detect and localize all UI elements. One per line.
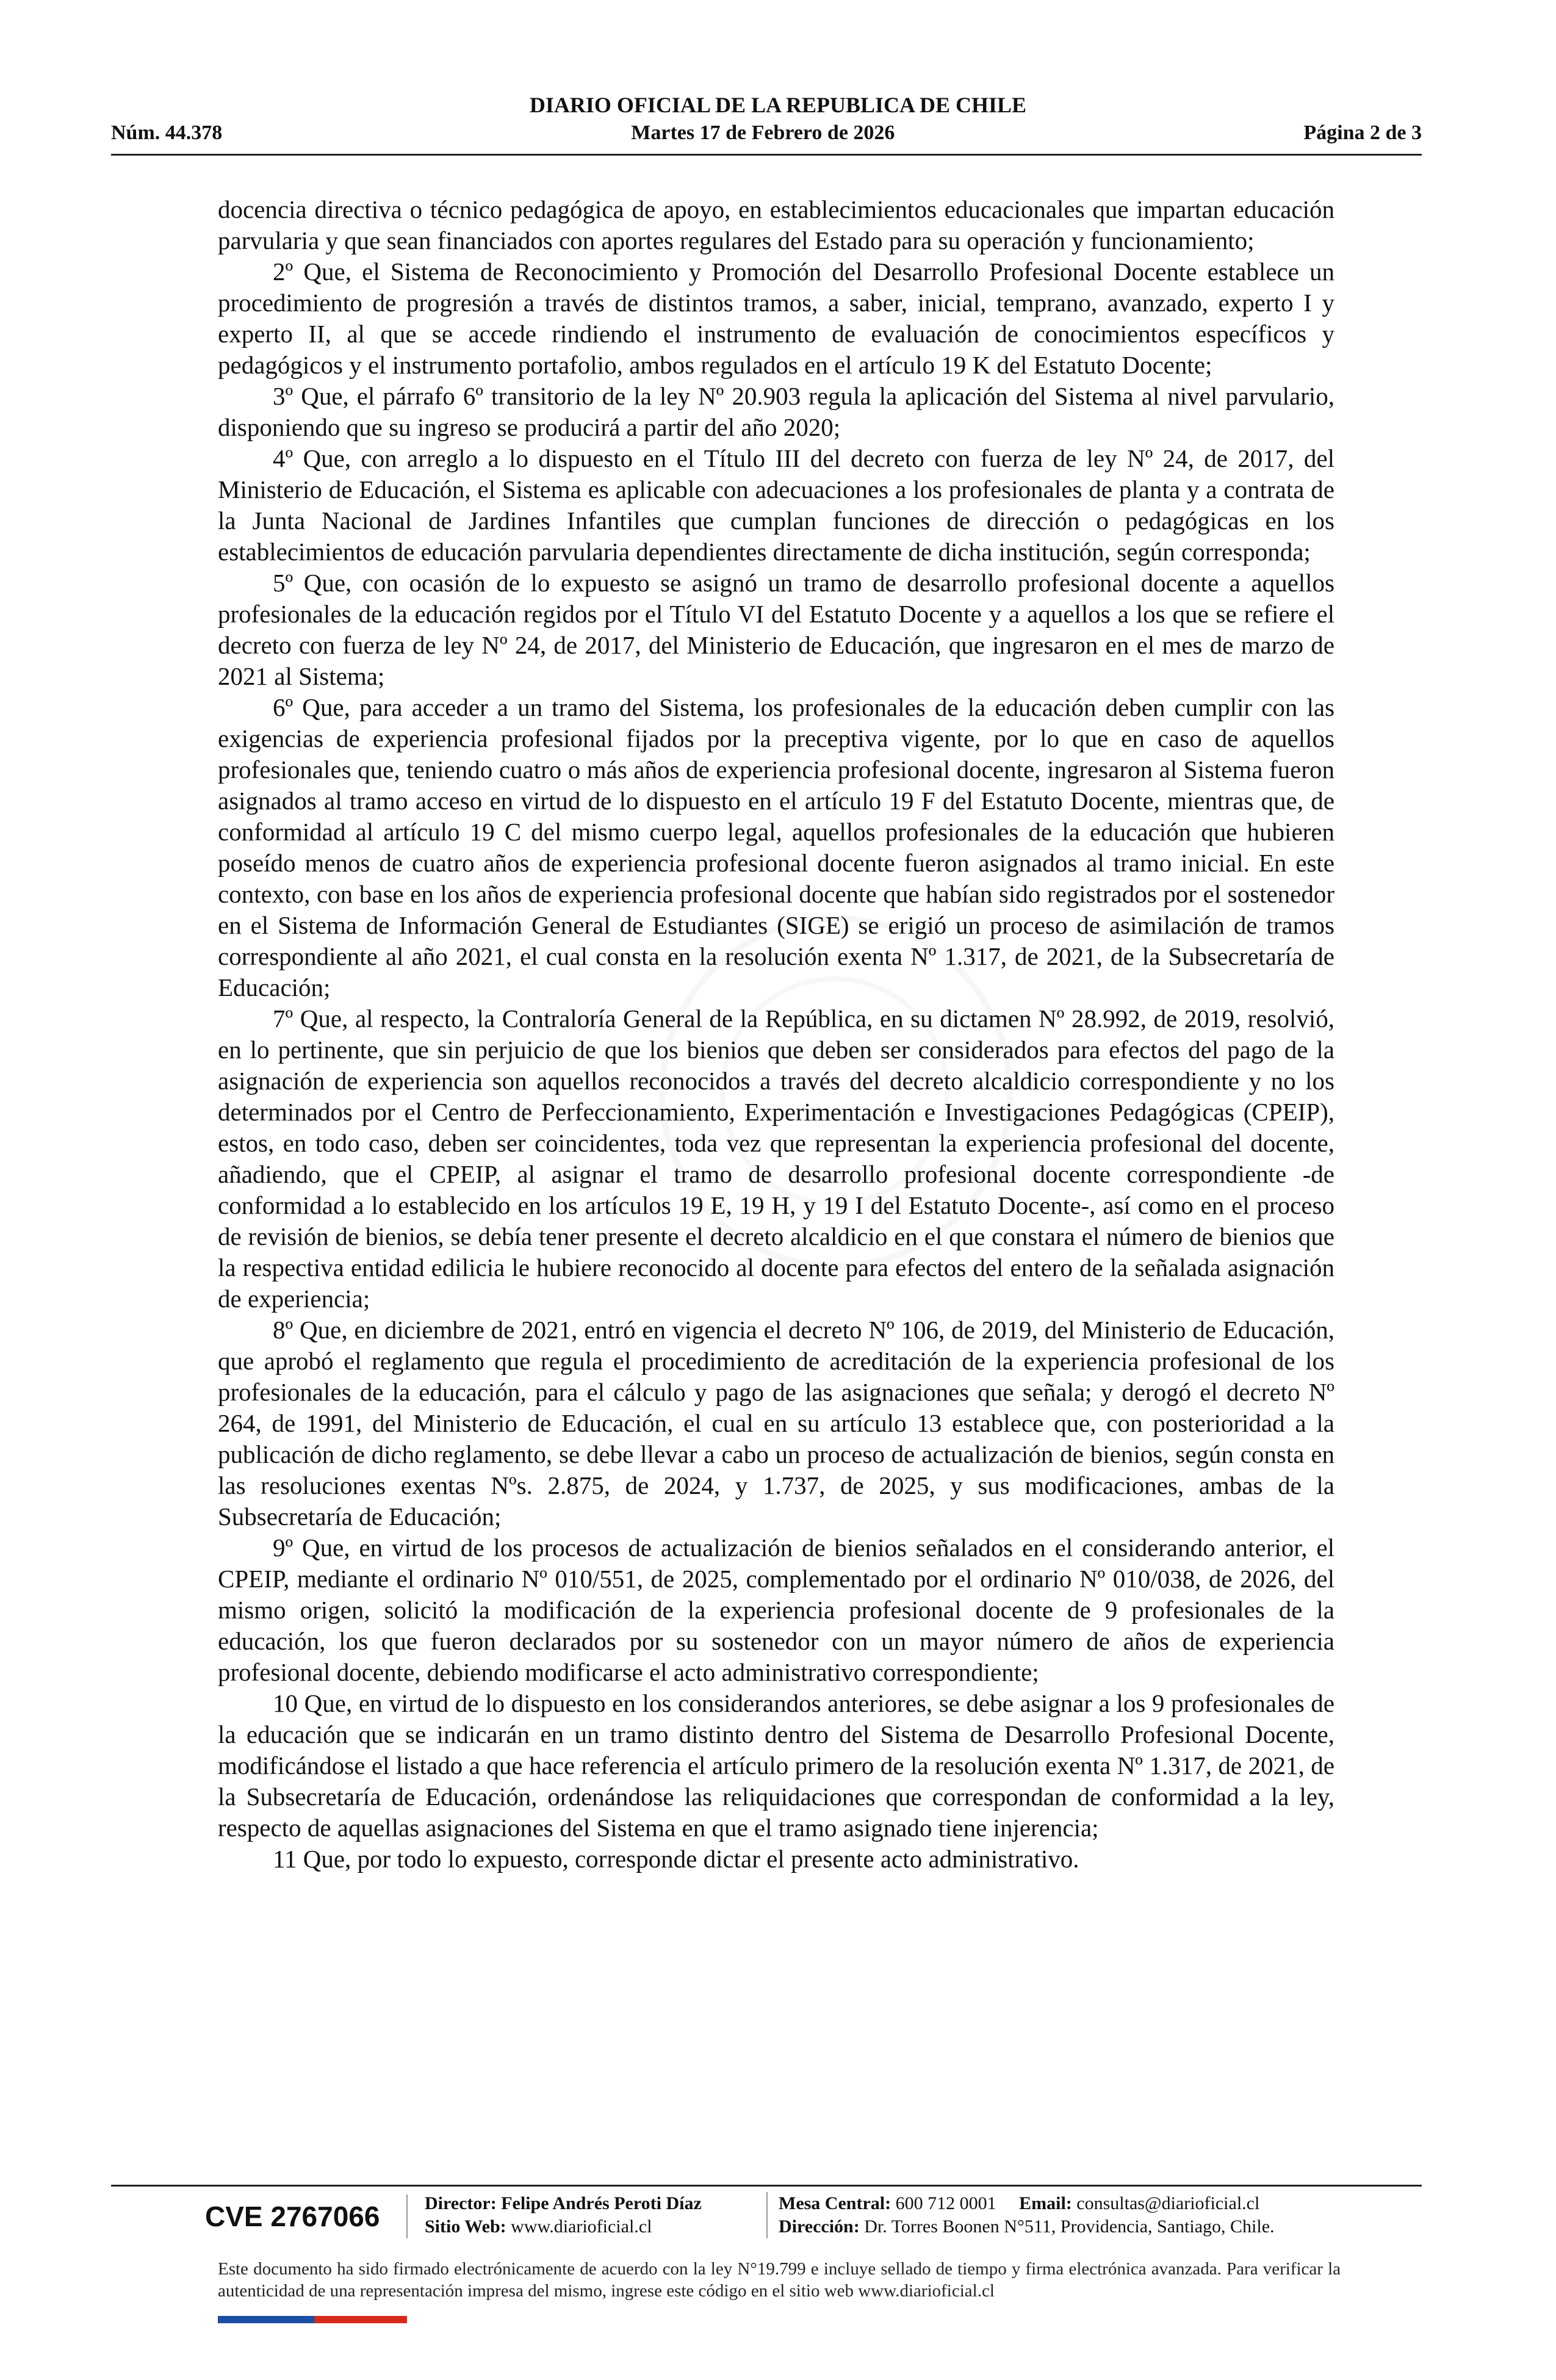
flag-stripe-red xyxy=(314,2316,407,2323)
document-body xyxy=(218,194,1334,1875)
paragraph: 9º Que, en virtud de los procesos de actualización de bienios señalados en el considerando anterior, el CPEIP, mediante el ordinario Nº 010/551, de 2025, complementado por el ordinario Nº 010/038, de 2026, del mismo origen, solicitó la modificación de la experiencia profesional docente de 9 profesionales de la educación, los que fueron declarados por su sostenedor con un mayor número de años de experiencia profesional docente, debiendo modificarse el acto administrativo correspondiente; xyxy=(218,1534,1334,1686)
contact-line xyxy=(779,2192,1377,2215)
address-text: Dr. Torres Boonen N°511, Providencia, Santiago, Chile. xyxy=(864,2216,1275,2237)
header-row xyxy=(111,120,1422,146)
paragraph: 11 Que, por todo lo expuesto, corresponde dictar el presente acto administrativo. xyxy=(273,1845,1079,1873)
issue-number: Núm. 44.378 xyxy=(111,121,223,144)
paragraph: 10 Que, en virtud de lo dispuesto en los considerandos anteriores, se debe asignar a los 9 profesionales de la educación que se indicarán en un tramo distinto dentro del Sistema de Desarrollo Profesional Docente, modificándose el listado a que hace referencia el artículo primero de la resolución exenta Nº 1.317, de 2021, de la Subsecretaría de Educación, ordenándose las reliquidaciones que correspondan de conformidad a la ley, respecto de aquellas asignaciones del Sistema en que el tramo asignado tiene injerencia; xyxy=(218,1689,1334,1842)
site-label: Sitio Web: xyxy=(425,2216,506,2237)
footer-director-block xyxy=(425,2192,768,2238)
site-link[interactable]: www.diarioficial.cl xyxy=(511,2216,652,2237)
paragraph: 6º Que, para acceder a un tramo del Sistema, los profesionales de la educación deben cumplir con las exigencias de experiencia profesional fijados por la preceptiva vigente, por lo que en caso de aquellos profesionales que, teniendo cuatro o más años de experiencia profesional docente, ingresaron al Sistema fueron asignados al tramo acceso en virtud de lo dispuesto en el artículo 19 F del Estatuto Docente, mientras que, de conformidad al artículo 19 C del mismo cuerpo legal, aquellos profesionales de la educación que hubieren poseído menos de cuatro años de experiencia profesional docente fueron asignados al tramo inicial. En este contexto, con base en los años de experiencia profesional docente que habían sido registrados por el sostenedor en el Sistema de Información General de Estudiantes (SIGE) se erigió un proceso de asimilación de tramos correspondiente al año 2021, el cual consta en la resolución exenta Nº 1.317, de 2021, de la Subsecretaría de Educación; xyxy=(218,693,1334,1001)
mesa-label: Mesa Central: xyxy=(779,2193,891,2213)
director-label: Director: xyxy=(425,2193,497,2213)
mesa-phone: 600 712 0001 xyxy=(895,2193,996,2213)
paragraph: 8º Que, en diciembre de 2021, entró en vigencia el decreto Nº 106, de 2019, del Ministerio de Educación, que aprobó el reglamento que regula el procedimiento de acreditación de la experiencia profesional de los profesionales de la educación, para el cálculo y pago de las asignaciones que señala; y derogó el decreto Nº 264, de 1991, del Ministerio de Educación, el cual en su artículo 13 establece que, con posterioridad a la publicación de dicho reglamento, se debe llevar a cabo un proceso de actualización de bienios, según consta en las resoluciones exentas Nºs. 2.875, de 2024, y 1.737, de 2025, y sus modificaciones, ambas de la Subsecretaría de Educación; xyxy=(218,1316,1334,1531)
paragraph: 2º Que, el Sistema de Reconocimiento y Promoción del Desarrollo Profesional Docente establece un procedimiento de progresión a través de distintos tramos, a saber, inicial, temprano, avanzado, experto I y experto II, al que se accede rindiendo el instrumento de evaluación de conocimientos específicos y pedagógicos y el instrumento portafolio, ambos regulados en el artículo 19 K del Estatuto Docente; xyxy=(218,258,1334,379)
paragraph: 5º Que, con ocasión de lo expuesto se asignó un tramo de desarrollo profesional docente a aquellos profesionales de la educación regidos por el Título VI del Estatuto Docente y a aquellos a los que se refiere el decreto con fuerza de ley Nº 24, de 2017, del Ministerio de Educación, que ingresaron en el mes de marzo de 2021 al Sistema; xyxy=(218,569,1334,690)
director-line xyxy=(425,2192,766,2215)
address-line xyxy=(779,2215,1377,2238)
issue-date: Martes 17 de Febrero de 2026 xyxy=(631,121,895,144)
site-line xyxy=(425,2215,766,2238)
director-name: Felipe Andrés Peroti Díaz xyxy=(501,2193,702,2213)
header-divider xyxy=(111,154,1422,156)
email-link[interactable]: consultas@diarioficial.cl xyxy=(1076,2193,1260,2213)
address-label: Dirección: xyxy=(779,2216,860,2237)
paragraph: 7º Que, al respecto, la Contraloría General de la República, en su dictamen Nº 28.992, de 2019, resolvió, en lo pertinente, que sin perjuicio de que los bienios que deben ser considerados para efectos del pago de la asignación de experiencia son aquellos reconocidos a través del decreto alcaldicio correspondiente y no los determinados por el Centro de Perfeccionamiento, Experimentación e Investigaciones Pedagógicas (CPEIP), estos, en todo caso, deben ser coincidentes, toda vez que representan la experiencia profesional del docente, añadiendo, que el CPEIP, al asignar el tramo de desarrollo profesional docente correspondiente -de conformidad a lo establecido en los artículos 19 E, 19 H, y 19 I del Estatuto Docente-, así como en el proceso de revisión de bienios, se debía tener presente el decreto alcaldicio en el que constara el número de bienios que la respectiva entidad edilicia le hubiere reconocido al docente para efectos del entero de la señalada asignación de experiencia; xyxy=(218,1004,1334,1313)
cve-code: CVE 2767066 xyxy=(205,2194,408,2238)
paragraph: docencia directiva o técnico pedagógica de apoyo, en establecimientos educacionales que impartan educación parvularia y que sean financiados con aportes regulares del Estado para su operación y funcionamiento; xyxy=(218,195,1334,254)
email-label: Email: xyxy=(1019,2193,1072,2213)
paragraph: 3º Que, el párrafo 6º transitorio de la ley Nº 20.903 regula la aplicación del Sistema al nivel parvulario, disponiendo que su ingreso se producirá a partir del año 2020; xyxy=(218,382,1334,441)
paragraph: 4º Que, con arreglo a lo dispuesto en el Título III del decreto con fuerza de ley Nº 24, de 2017, del Ministerio de Educación, el Sistema es aplicable con adecuaciones a los profesionales de planta y a contrata de la Junta Nacional de Jardines Infantiles que cumplan funciones de dirección o pedagógicas en los establecimientos de educación parvularia dependientes directamente de dicha institución, según corresponda; xyxy=(218,444,1334,566)
page-number: Página 2 de 3 xyxy=(1303,121,1422,144)
legal-notice: Este documento ha sido firmado electrónicamente de acuerdo con la ley N°19.799 e incluye sellado de tiempo y firma electrónica avanzada. Para verificar la autenticidad de una representación impresa del mismo, ingrese este código en el sitio web www.diarioficial.cl xyxy=(218,2259,1341,2301)
newspaper-title: DIARIO OFICIAL DE LA REPUBLICA DE CHILE xyxy=(529,93,1027,117)
footer-divider xyxy=(111,2185,1422,2187)
flag-stripe-blue xyxy=(218,2316,314,2323)
footer-contact-block xyxy=(779,2192,1377,2238)
